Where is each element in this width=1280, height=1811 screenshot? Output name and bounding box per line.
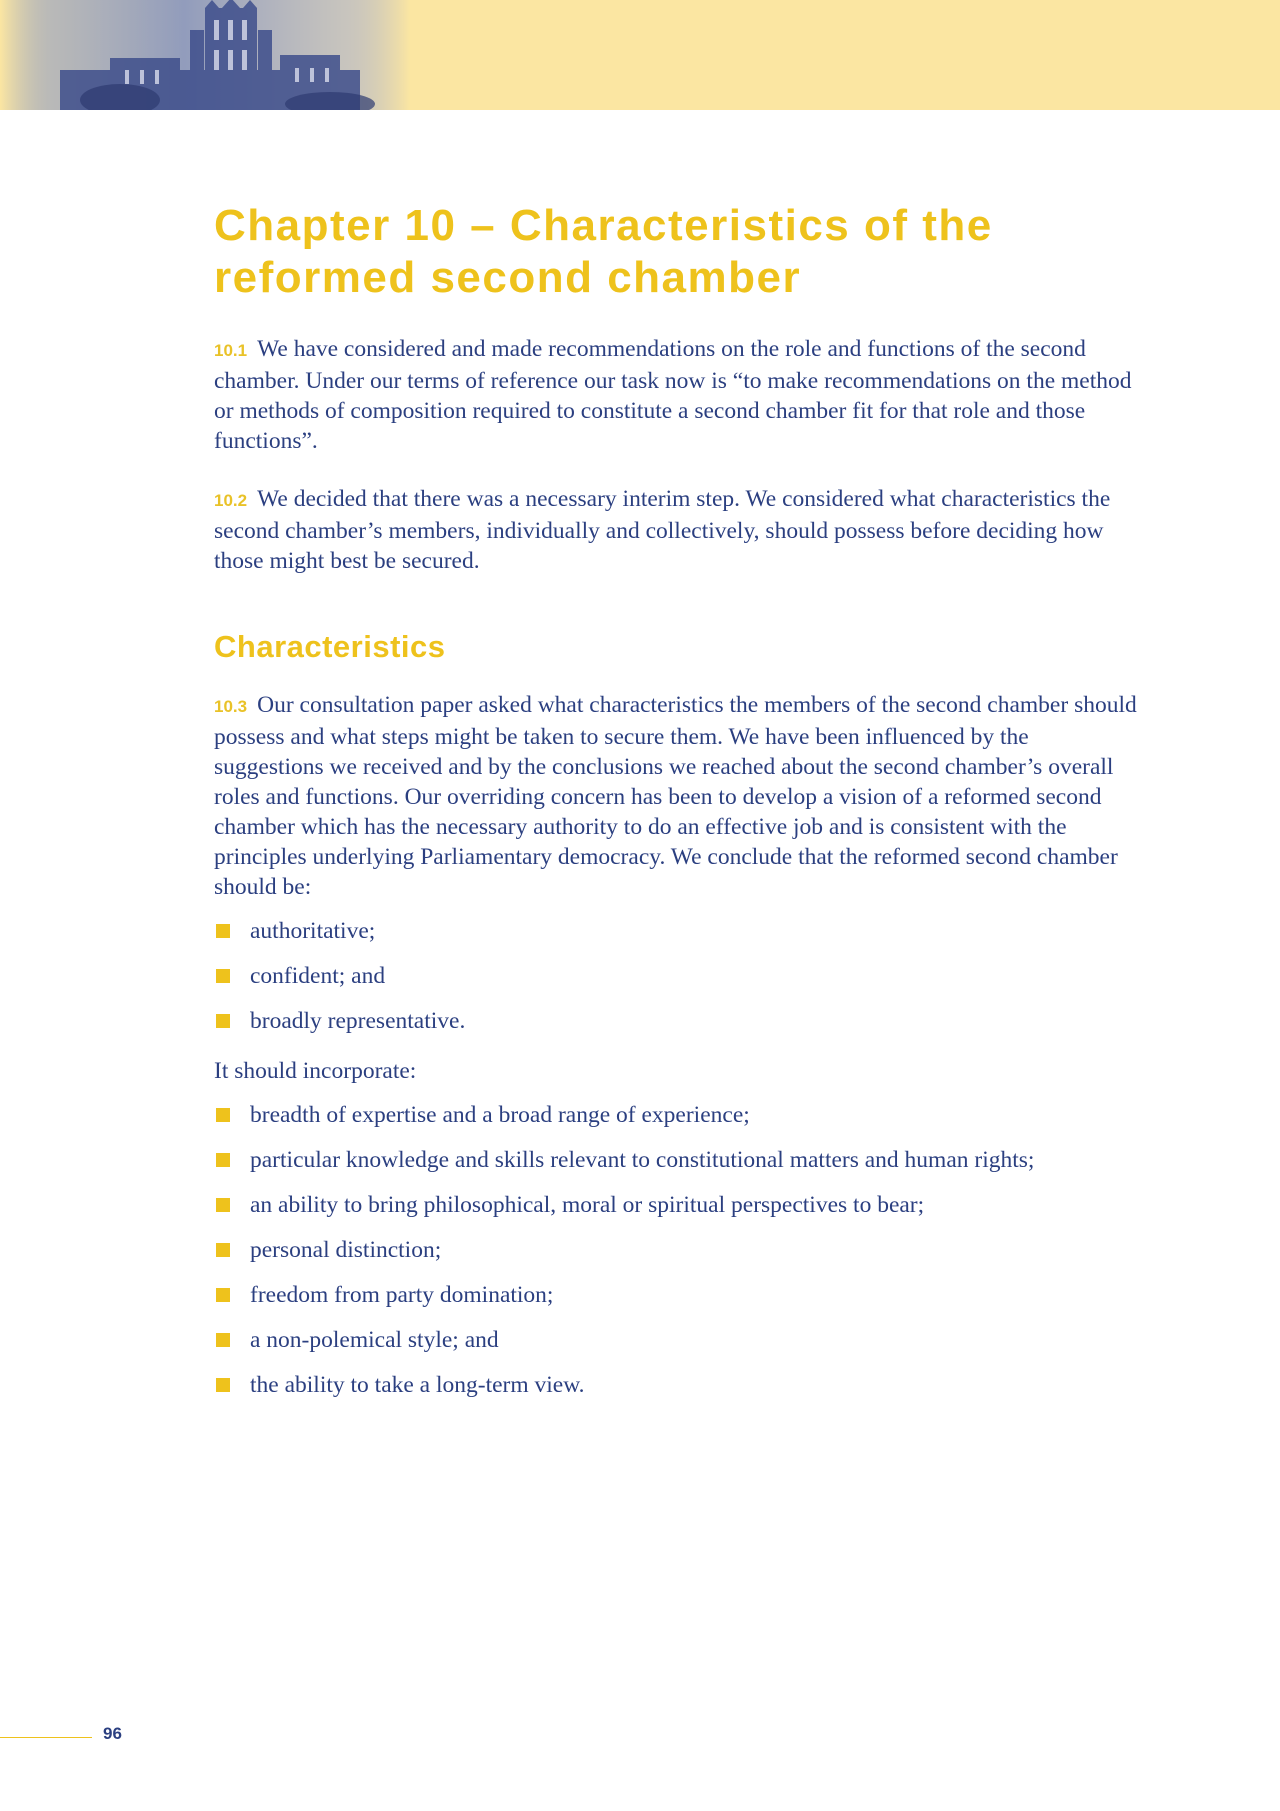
paragraph-text: We have considered and made recommendations on the role and functions of the second chamber. Under our terms of reference our task now is “to make recommendations on the method or methods of composition required to constitute a second chamber fit for that role and those functions”. (214, 336, 1132, 454)
list-item (214, 1006, 1144, 1036)
list-item (214, 1100, 1144, 1130)
westminster-header-image (0, 0, 410, 110)
paragraph-text: Our consultation paper asked what characteristics the members of the second chamber should possess and what steps might be taken to secure them. We have been influenced by the suggestions we received and by the conclusions we reached about the second chamber’s overall roles and functions. Our overriding concern has been to develop a vision of a reformed second chamber which has the necessary authority to do an effective job and is consistent with the principles underlying Parliamentary democracy. We conclude that the reformed second chamber should be: (214, 692, 1137, 900)
paragraph-number: 10.2 (214, 491, 248, 510)
paragraph-text: We decided that there was a necessary interim step. We considered what characteristics the second chamber’s members, individually and collectively, should possess before deciding how those might best be secured. (214, 486, 1111, 574)
list-item-text: broadly representative. (250, 1008, 466, 1034)
list-item (214, 961, 1144, 991)
list-item (214, 1235, 1144, 1265)
list-item-text: personal distinction; (250, 1237, 442, 1263)
paragraph-number: 10.1 (214, 341, 248, 360)
bullet-square-icon (216, 1333, 230, 1347)
list-item (214, 916, 1144, 946)
chapter-content (214, 200, 1144, 1420)
list-item-text: confident; and (250, 963, 386, 989)
bullet-square-icon (216, 1153, 230, 1167)
paragraph-10-1 (214, 334, 1144, 456)
paragraph-10-3 (214, 690, 1144, 902)
list-item (214, 1325, 1144, 1355)
should-be-list (214, 916, 1144, 1036)
bullet-square-icon (216, 924, 230, 938)
bullet-square-icon (216, 1108, 230, 1122)
list-item-text: authoritative; (250, 918, 376, 944)
list-item-text: an ability to bring philosophical, moral or spiritual perspectives to bear; (250, 1192, 925, 1218)
list-item-text: freedom from party domination; (250, 1282, 554, 1308)
list-item (214, 1145, 1144, 1175)
chapter-title-line-2: reformed second chamber (214, 253, 802, 302)
bullet-square-icon (216, 1378, 230, 1392)
bullet-square-icon (216, 1288, 230, 1302)
incorporate-list (214, 1100, 1144, 1400)
bullet-square-icon (216, 1243, 230, 1257)
chapter-title (214, 200, 1144, 304)
page-number: 96 (103, 1724, 122, 1743)
chapter-title-line-1: Chapter 10 – Characteristics of the (214, 201, 993, 250)
paragraph-10-2 (214, 484, 1144, 576)
list-item-text: a non-polemical style; and (250, 1327, 499, 1353)
paragraph-number: 10.3 (214, 697, 248, 716)
list-item-text: breadth of expertise and a broad range of experience; (250, 1102, 750, 1128)
bullet-square-icon (216, 1014, 230, 1028)
list-item-text: the ability to take a long-term view. (250, 1372, 585, 1398)
incorporate-lead: It should incorporate: (214, 1058, 417, 1084)
bullet-square-icon (216, 969, 230, 983)
list-item-text: particular knowledge and skills relevant to constitutional matters and human rights; (250, 1147, 1035, 1173)
bullet-square-icon (216, 1198, 230, 1212)
list-item (214, 1370, 1144, 1400)
list-item (214, 1280, 1144, 1310)
section-heading: Characteristics (214, 629, 446, 664)
list-item (214, 1190, 1144, 1220)
footer-rule (0, 1737, 92, 1738)
